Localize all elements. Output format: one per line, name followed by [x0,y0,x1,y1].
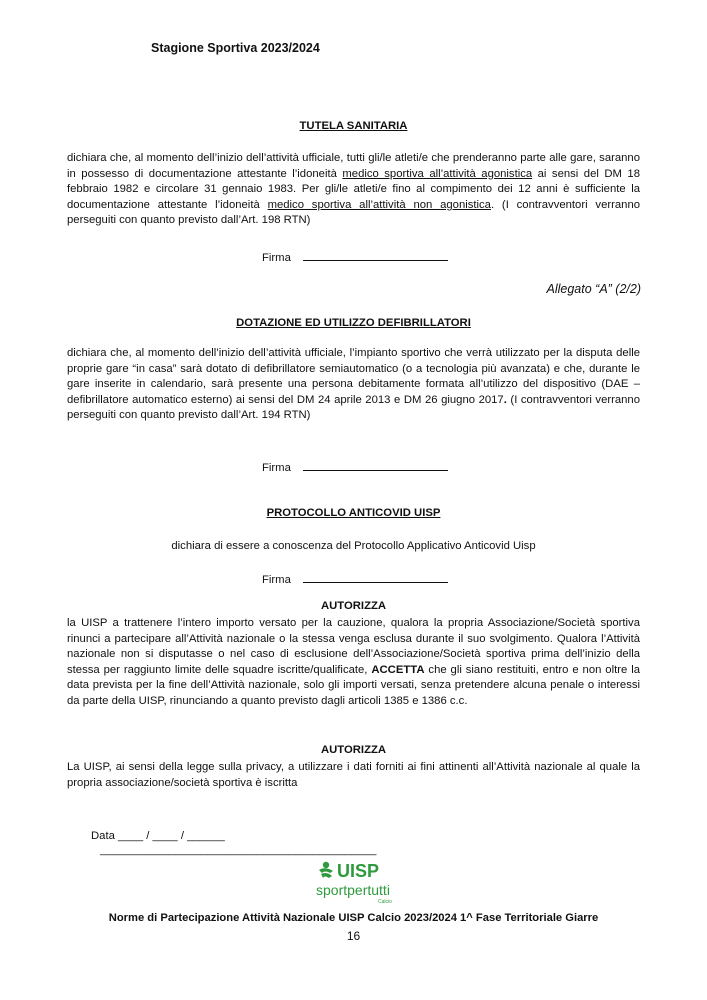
uisp-logo [315,858,395,908]
autorizza1-text-a: la UISP a trattenere l’intero importo versato per la cauzione, qualora la propria Associazione/Società sportiva rinunci a partecipare all’Attività nazionale o la stessa venga esclusa durante il suo svolgimento. Qualora l’Attività nazionale non si disputasse o nel caso di esclusione dell’Associazione/Società sportiva prima dell’inizio della stessa per raggiunto limite delle squadre iscritte/qualificate, [67,617,640,676]
tutela-paragraph [67,151,640,229]
accetta-bold: ACCETTA [371,663,425,676]
autorizza-heading-2: AUTORIZZA [320,744,387,756]
defibrillatori-firma [262,459,448,474]
defibrillatori-text-b: (I contravventori verranno perseguiti con quanto previsto dall’Art. 194 RTN) [67,393,641,422]
signature-line[interactable] [303,571,448,583]
uisp-logo-icon [315,858,395,908]
defibrillatori-dot: . [503,393,507,406]
season-title: Stagione Sportiva 2023/2024 [151,41,320,55]
logo-sub-text: Calcio [378,899,392,905]
footer-text: Norme di Partecipazione Attività Nazionale UISP Calcio 2023/2024 1^ Fase Territoriale Giarre [108,912,599,924]
anticovid-text: dichiara di essere a conoscenza del Protocollo Applicativo Anticovid Uisp [171,540,536,552]
anticovid-firma [262,571,448,586]
defibrillatori-heading: DOTAZIONE ED UTILIZZO DEFIBRILLATORI [236,317,471,329]
tutela-text-a: dichiara che, al momento dell’inizio dell’attività ufficiale, tutti gli/le atleti/e che prenderanno parte alle gare, saranno in possesso di documentazione attestante l’idoneità [67,152,640,180]
tutela-text-c: . (I contravventori verranno perseguiti con quanto previsto dall’Art. 198 RTN) [67,198,641,227]
autorizza-paragraph-2: La UISP, ai sensi della legge sulla privacy, a utilizzare i dati forniti ai fini attinenti all’Attività nazionale al quale la propria associazione/società sportiva è iscritta [67,761,640,789]
anticovid-heading: PROTOCOLLO ANTICOVID UISP [266,507,441,519]
allegato-label: Allegato “A” (2/2) [546,282,641,296]
tutela-heading: TUTELA SANITARIA [299,120,408,132]
tutela-firma [262,249,448,264]
logo-tagline-text: sportpertutti [316,882,390,898]
page-number: 16 [346,929,361,943]
signature-line[interactable] [303,249,448,261]
autorizza1-text-b: che gli siano restituiti, entro e non oltre la data prevista per la fine dell’Attività nazionale, solo gli importi versati, senza pretendere alcuna penale o interessi da parte della UISP, rinunciando a quanto previsto dagli articoli 1385 e 1386 c.c. [67,663,640,707]
firma-label: Firma [262,252,291,264]
autorizza-paragraph-1 [67,616,640,710]
firma-label: Firma [262,574,291,586]
logo-brand-text: UISP [337,861,380,881]
tutela-underline-non-agonistica: medico sportiva all’attività non agonistica [267,198,491,211]
signature-line[interactable] [303,459,448,471]
defibrillatori-text-a: dichiara che, al momento dell’inizio dell’attività ufficiale, l’impianto sportivo che verrà utilizzato per la disputa delle proprie gare “in casa” sarà dotato di defibrillatore semiautomatico (o a tecnologia più avanzata) e che, durante le gare inserite in calendario, sarà presente una persona debitamente formata all’utilizzo del dispositivo (DAE – defibrillatore automatico esterno) ai sensi del DM 24 aprile 2013 e DM 26 giugno 2017 [67,347,640,406]
date-field[interactable]: Data ____ / ____ / ______ [91,830,225,842]
bottom-signature-line[interactable]: ____________________________________________ [100,844,377,856]
tutela-text-b: ai sensi del DM 18 febbraio 1982 e circolare 31 gennaio 1983. Per gli/le atleti/e fino al compimento dei 12 anni è sufficiente la documentazione attestante l’idoneità [67,167,640,211]
firma-label: Firma [262,462,291,474]
defibrillatori-paragraph [67,346,640,424]
autorizza-heading-1: AUTORIZZA [320,600,387,612]
tutela-underline-agonistica: medico sportiva all’attività agonistica [342,167,533,180]
